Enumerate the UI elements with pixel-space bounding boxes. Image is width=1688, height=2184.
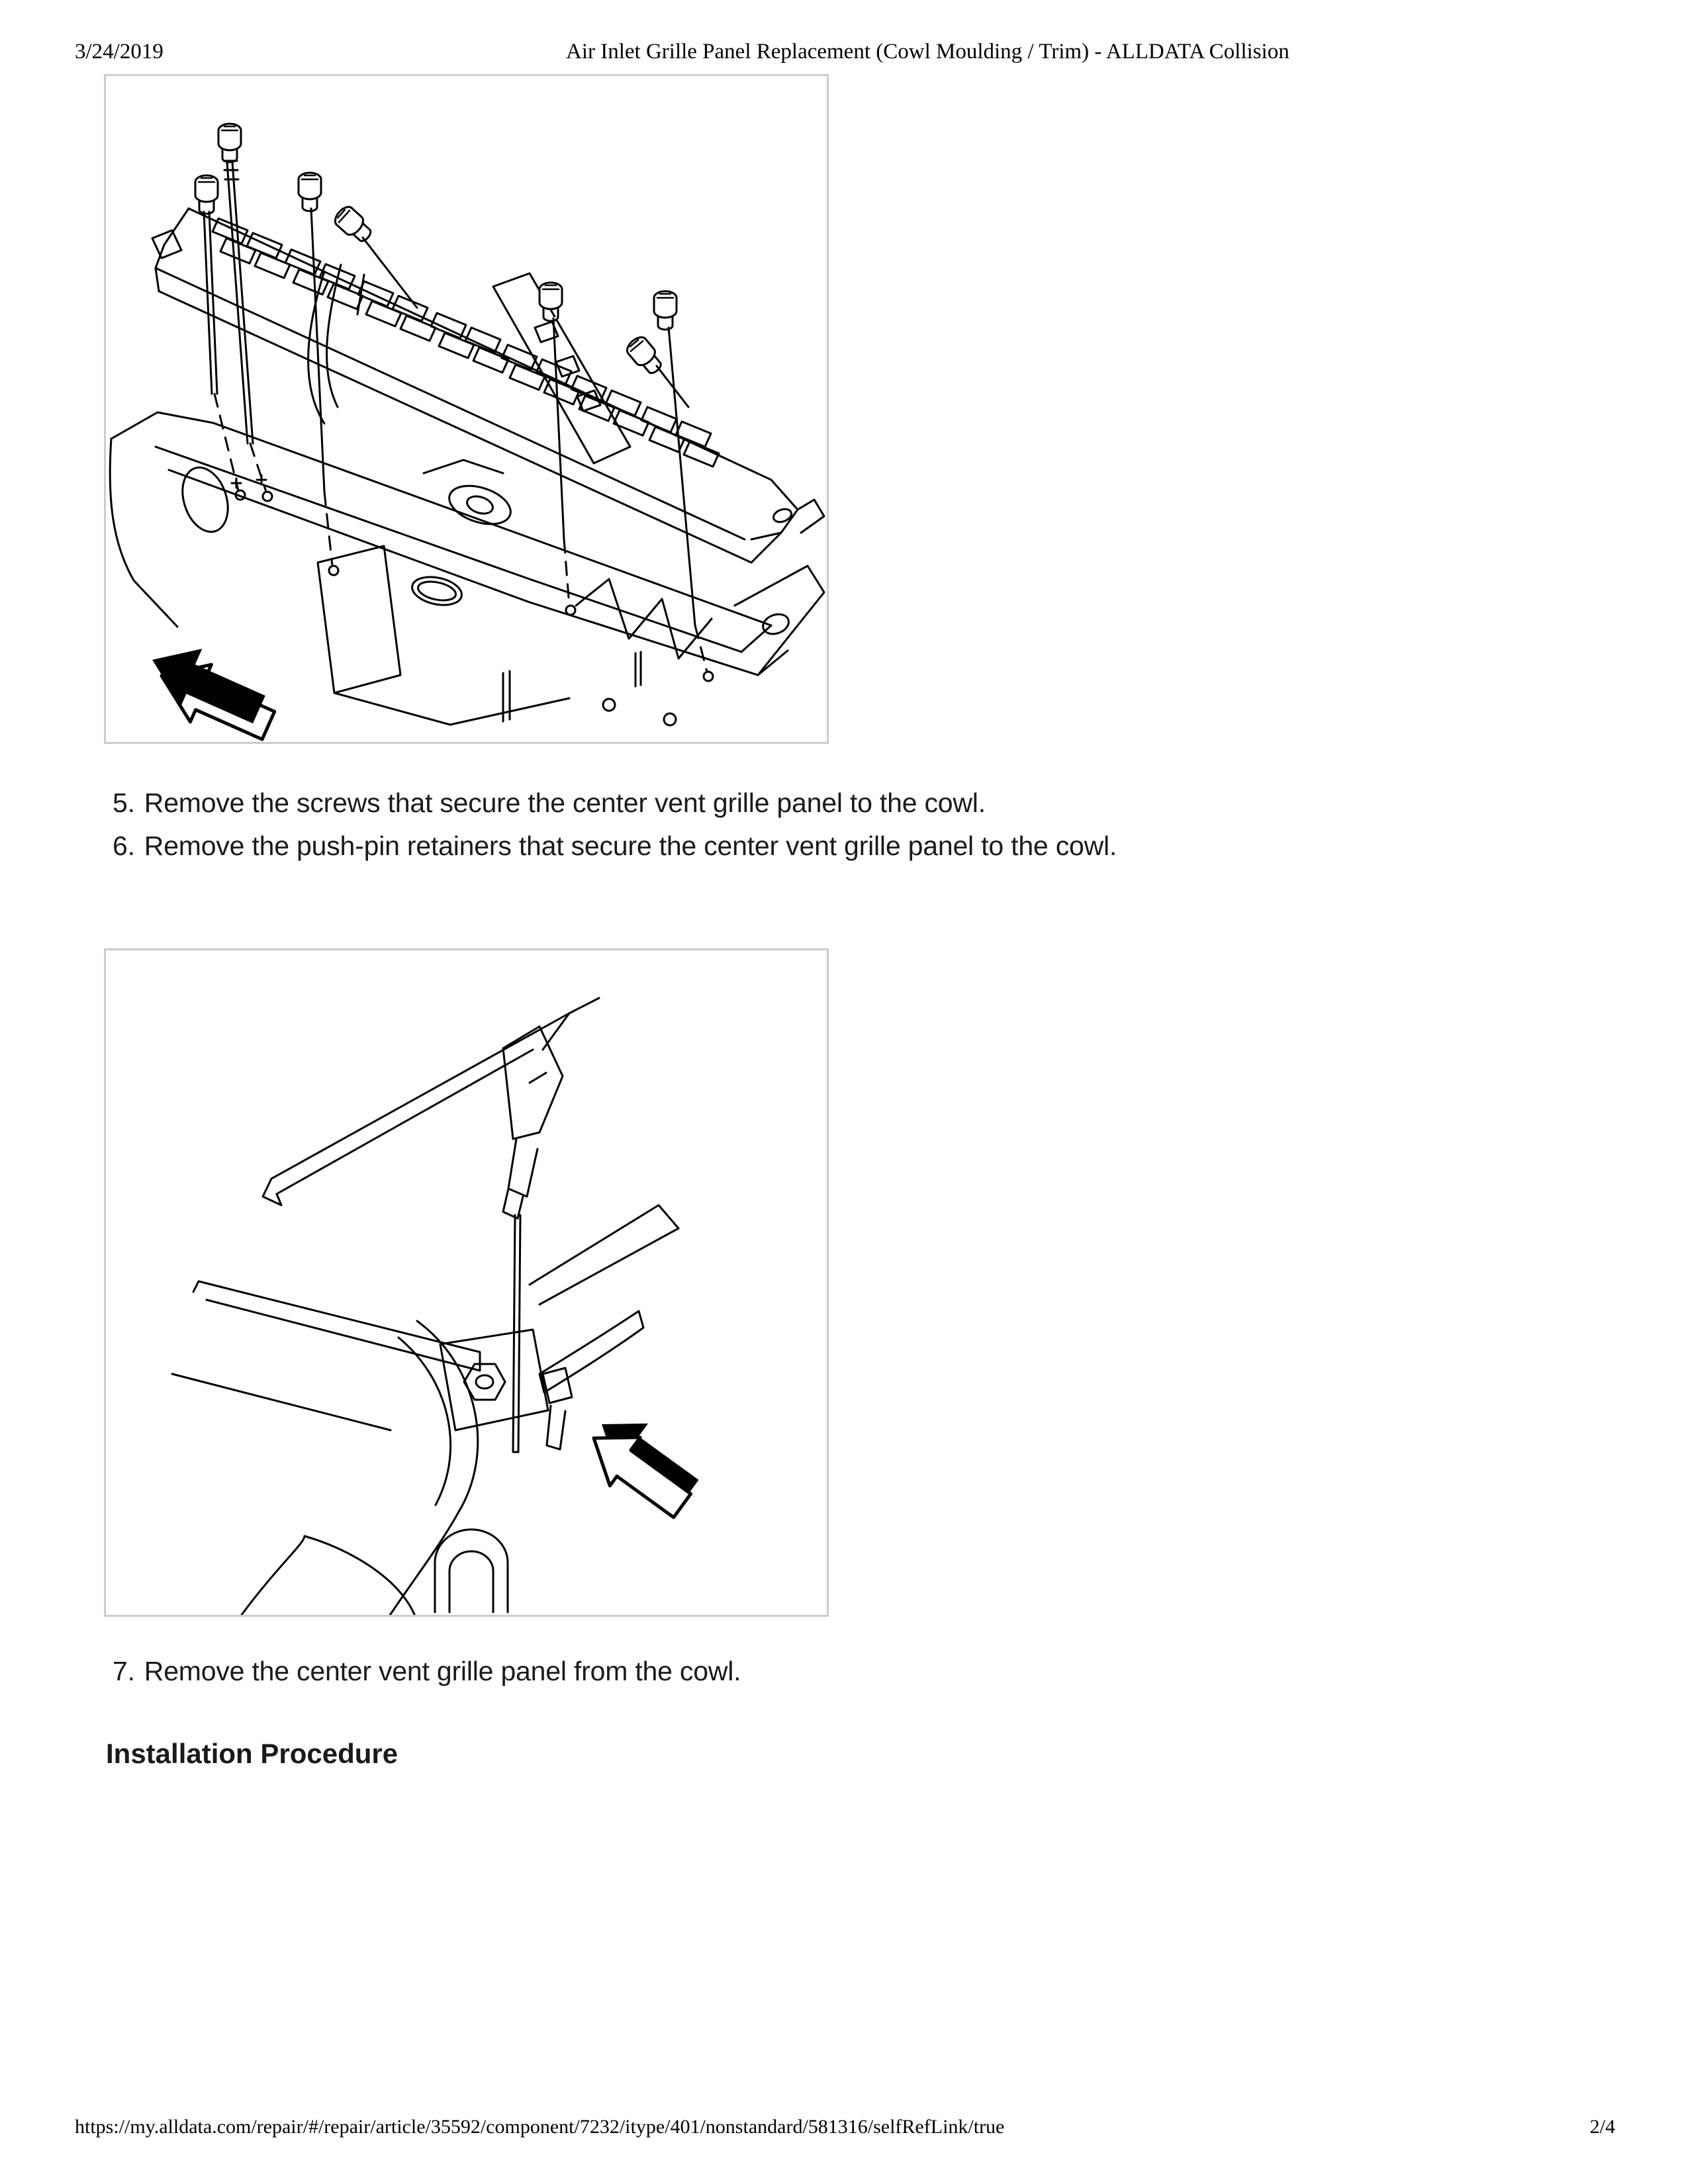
step-7-text: Remove the center vent grille panel from the cowl. (144, 1656, 741, 1686)
footer-source-url: https://my.alldata.com/repair/#/repair/article/35592/component/7232/itype/401/nonstandard/581316/selfRefLink/true (75, 2116, 1005, 2138)
removal-direction-arrow-icon (577, 1402, 708, 1527)
header-date: 3/24/2019 (75, 40, 164, 64)
step-6-text: Remove the push-pin retainers that secure the center vent grille panel to the cowl. (144, 831, 1117, 861)
step-7 (113, 1656, 741, 1687)
footer-page-number: 2/4 (1589, 2116, 1615, 2138)
section-heading-installation-procedure: Installation Procedure (106, 1738, 399, 1769)
figure-push-pin-detail (104, 948, 829, 1617)
figure-grille-panel-screws (104, 74, 829, 744)
step-5-text: Remove the screws that secure the center vent grille panel to the cowl. (144, 788, 986, 818)
step-5-number: 5. (113, 788, 135, 818)
grille-panel-screw-removal-illustration (106, 76, 827, 742)
push-pin-retainer-detail-illustration (106, 950, 827, 1615)
grille-panel-drawing (152, 208, 824, 563)
step-5 (113, 788, 986, 819)
panel-corner-drawing (172, 998, 679, 1615)
step-6-number: 6. (113, 831, 135, 861)
step-6 (113, 831, 1117, 862)
removal-direction-arrow-icon (140, 632, 281, 742)
step-7-number: 7. (113, 1656, 135, 1686)
cowl-structure-drawing (110, 265, 824, 725)
header-document-title: Air Inlet Grille Panel Replacement (Cowl Moulding / Trim) - ALLDATA Collision (566, 40, 1289, 64)
